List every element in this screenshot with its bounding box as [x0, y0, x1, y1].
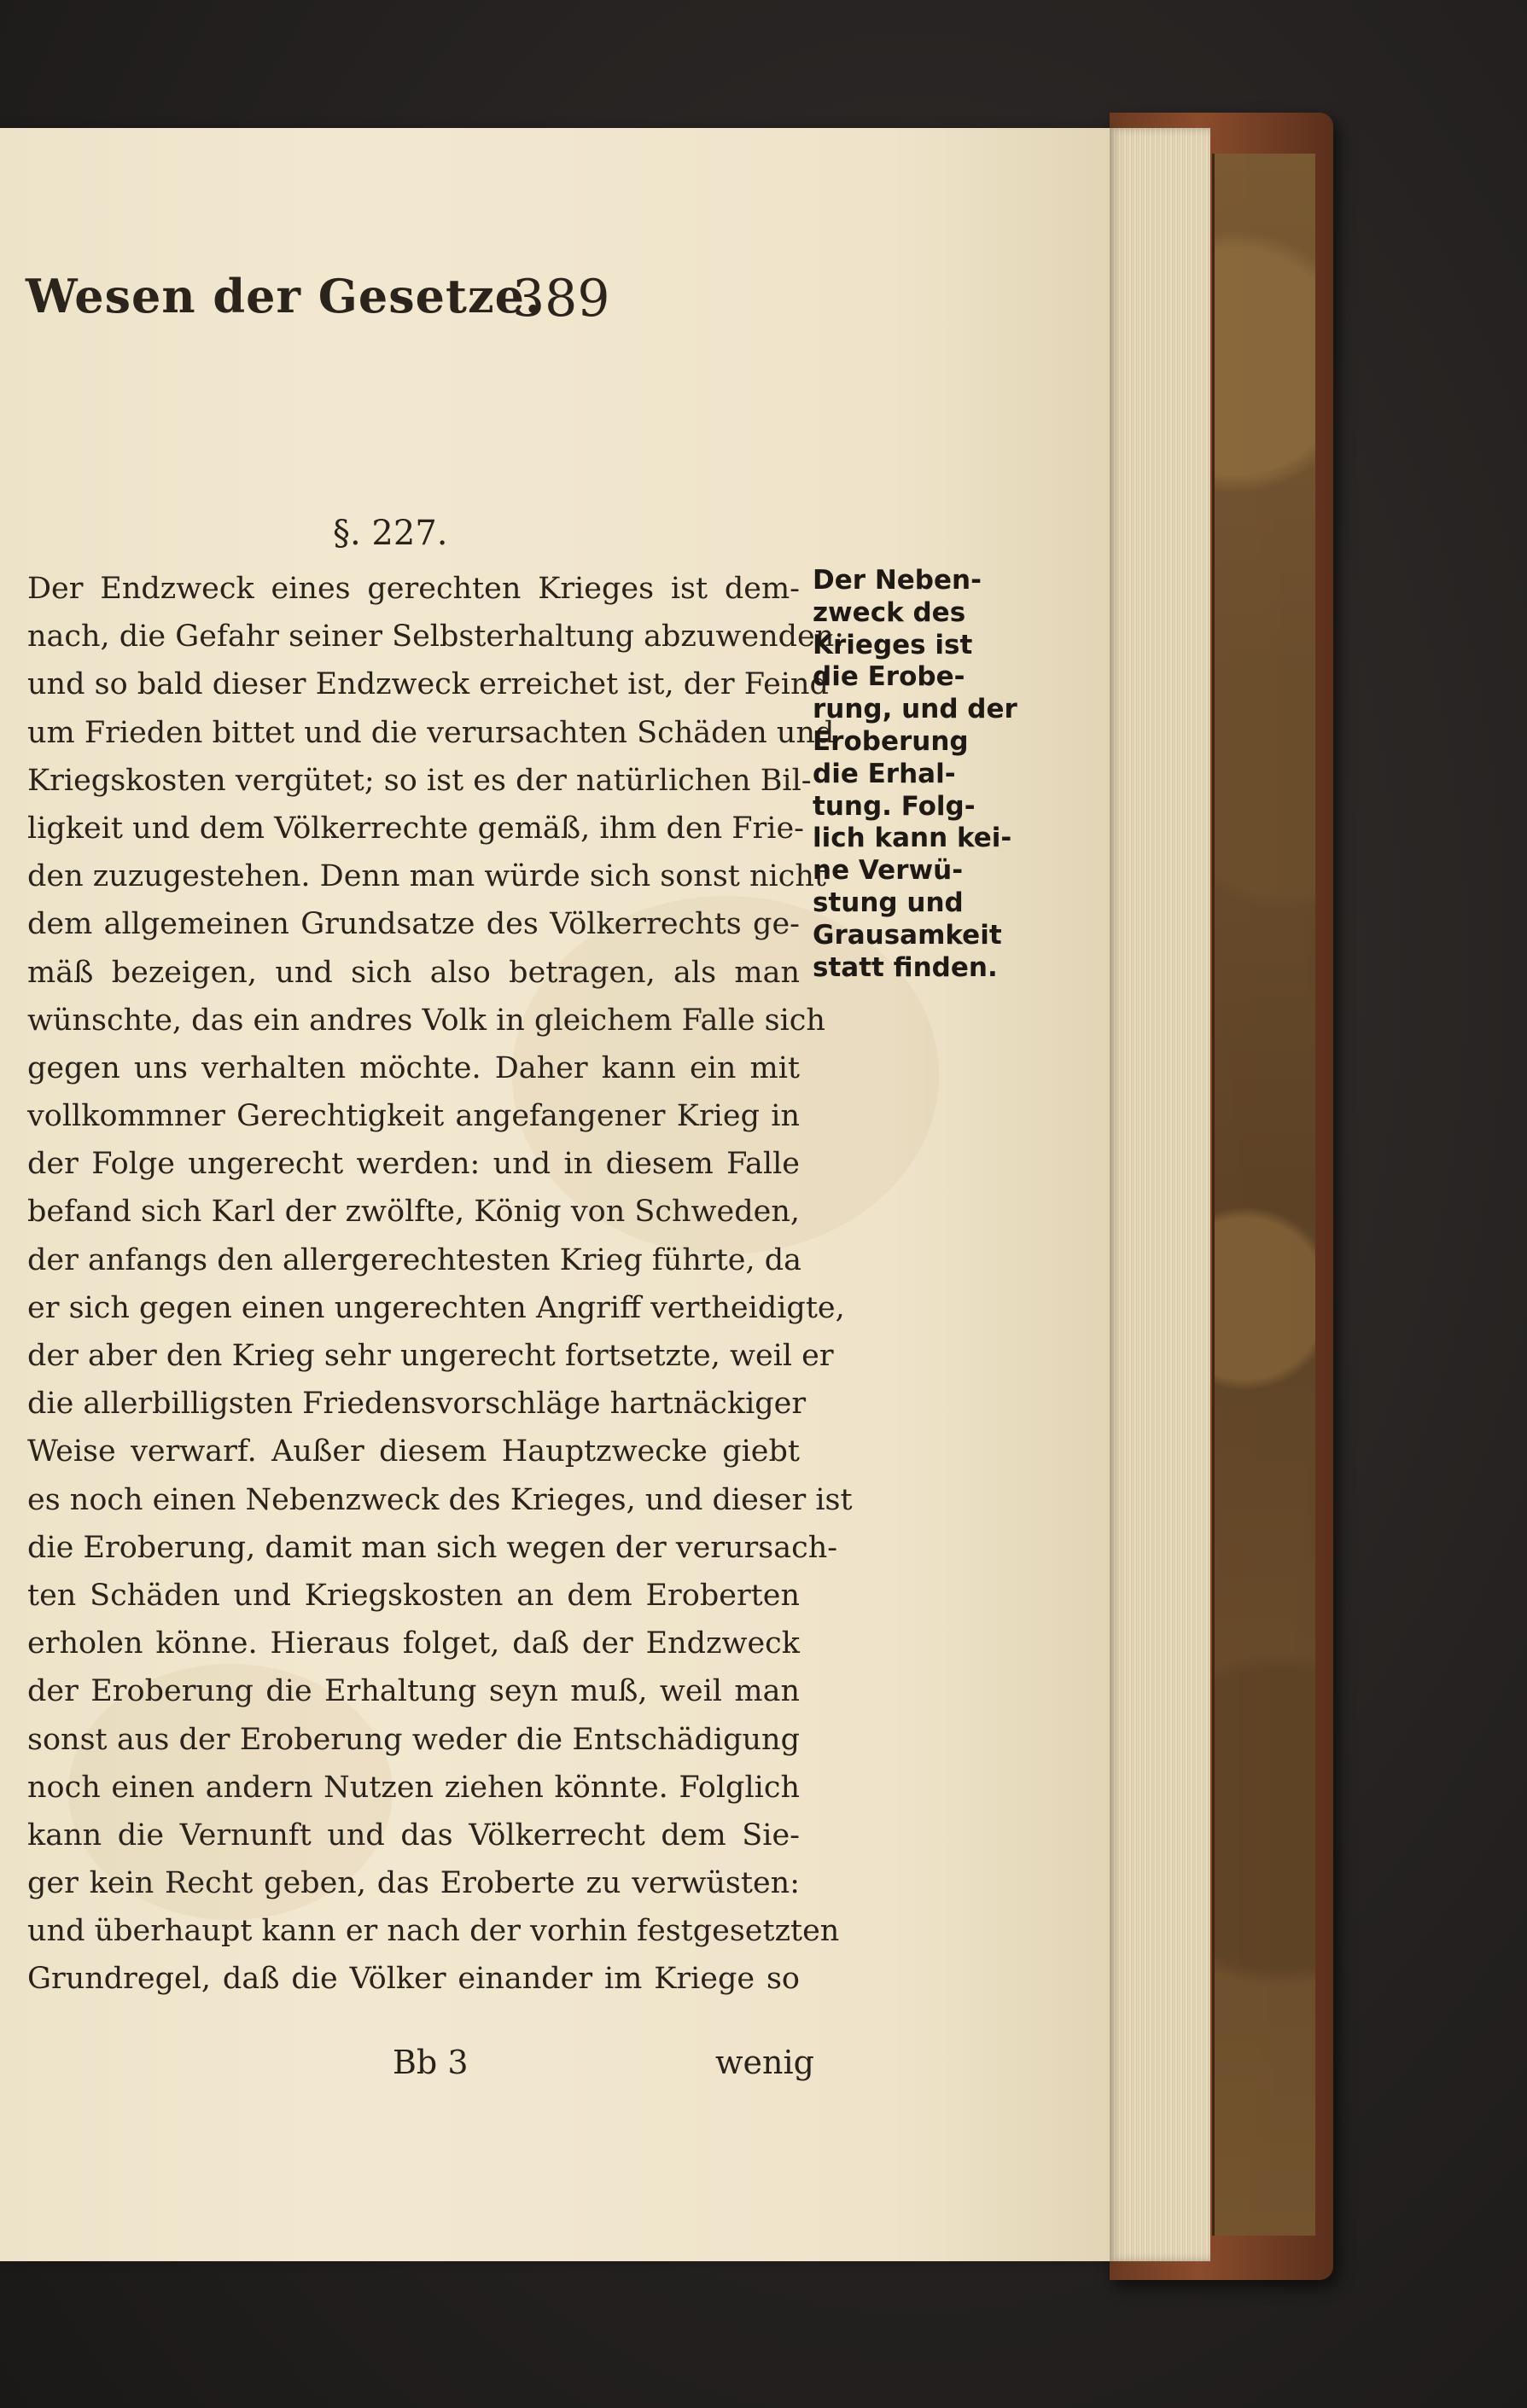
text-line: erholen könne. Hieraus folget, daß der Endzweck	[27, 1626, 800, 1661]
marginal-line: Der Neben-	[813, 565, 982, 596]
page-number: 389	[512, 269, 610, 329]
text-line: es noch einen Nebenzweck des Krieges, und dieser ist	[27, 1482, 853, 1517]
text-line: dem allgemeinen Grundsatze des Völkerrechts ge-	[27, 907, 800, 942]
text-line: und überhaupt kann er nach der vorhin festgesetzten	[27, 1914, 840, 1949]
text-line: ligkeit und dem Völkerrechte gemäß, ihm den Frie-	[27, 811, 804, 846]
marginal-note	[813, 565, 1017, 984]
text-line: er sich gegen einen ungerechten Angriff vertheidigte,	[27, 1290, 845, 1325]
text-line: gegen uns verhalten möchte. Daher kann ein mit	[27, 1050, 800, 1085]
text-line: und so bald dieser Endzweck erreichet ist, der Feind	[27, 667, 829, 702]
text-line: der aber den Krieg sehr ungerecht fortsetzte, weil er	[27, 1339, 834, 1373]
text-line: Kriegskosten vergütet; so ist es der natürlichen Bil-	[27, 763, 812, 798]
marginal-line: ne Verwü-	[813, 855, 964, 887]
text-line: der anfangs den allergerechtesten Krieg führte, da	[27, 1242, 801, 1277]
marginal-line: stung und	[813, 887, 964, 918]
text-line: vollkommner Gerechtigkeit angefangener Krieg in	[27, 1099, 800, 1134]
marginal-line: die Erobe-	[813, 661, 965, 693]
page-edges	[1101, 128, 1210, 2261]
marginal-line: die Erhal-	[813, 758, 956, 789]
text-line: Grundregel, daß die Völker einander im Kriege so	[27, 1962, 800, 1997]
marginal-line: zweck des	[813, 596, 966, 628]
text-line: sonst aus der Eroberung weder die Entschädigung	[27, 1722, 800, 1757]
text-line: nach, die Gefahr seiner Selbsterhaltung abzuwenden:	[27, 619, 845, 654]
signature-mark: Bb 3	[393, 2044, 469, 2081]
marginal-line: lich kann kei-	[813, 823, 1012, 854]
book-page	[0, 128, 1110, 2261]
marginal-line: Grausamkeit	[813, 919, 1002, 951]
text-line: mäß bezeigen, und sich also betragen, als man	[27, 955, 800, 990]
running-head: Wesen der Gesetze.	[26, 269, 542, 323]
marbled-cover-board	[1212, 154, 1315, 2236]
marginal-line: tung. Folg-	[813, 790, 976, 822]
text-line: Der Endzweck eines gerechten Krieges ist dem-	[27, 572, 800, 606]
text-line: ten Schäden und Kriegskosten an dem Eroberten	[27, 1578, 800, 1613]
text-line: ger kein Recht geben, das Eroberte zu verwüsten:	[27, 1866, 800, 1901]
text-line: der Eroberung die Erhaltung seyn muß, weil man	[27, 1674, 800, 1709]
text-line: befand sich Karl der zwölfte, König von Schweden,	[27, 1195, 800, 1230]
body-text	[27, 565, 853, 2067]
marginal-line: Eroberung	[813, 725, 969, 757]
text-line: die Eroberung, damit man sich wegen der verursach-	[27, 1530, 838, 1565]
text-line: den zuzugestehen. Denn man würde sich sonst nicht	[27, 859, 826, 894]
text-line: wünschte, das ein andres Volk in gleichem Falle sich	[27, 1003, 825, 1038]
text-line: um Frieden bittet und die verursachten Schäden und	[27, 715, 835, 750]
catchword: wenig	[715, 2044, 814, 2081]
text-line: der Folge ungerecht werden: und in diesem Falle	[27, 1147, 800, 1182]
marginal-line: rung, und der	[813, 694, 1017, 725]
text-line: kann die Vernunft und das Völkerrecht dem Sie-	[27, 1818, 800, 1853]
section-heading: §. 227.	[333, 514, 448, 553]
text-line: Weise verwarf. Außer diesem Hauptzwecke giebt	[27, 1434, 800, 1469]
marginal-line: Krieges ist	[813, 629, 973, 660]
marginal-line: statt finden.	[813, 951, 998, 983]
text-line: noch einen andern Nutzen ziehen könnte. Folglich	[27, 1770, 800, 1805]
text-line: die allerbilligsten Friedensvorschläge hartnäckiger	[27, 1387, 807, 1422]
